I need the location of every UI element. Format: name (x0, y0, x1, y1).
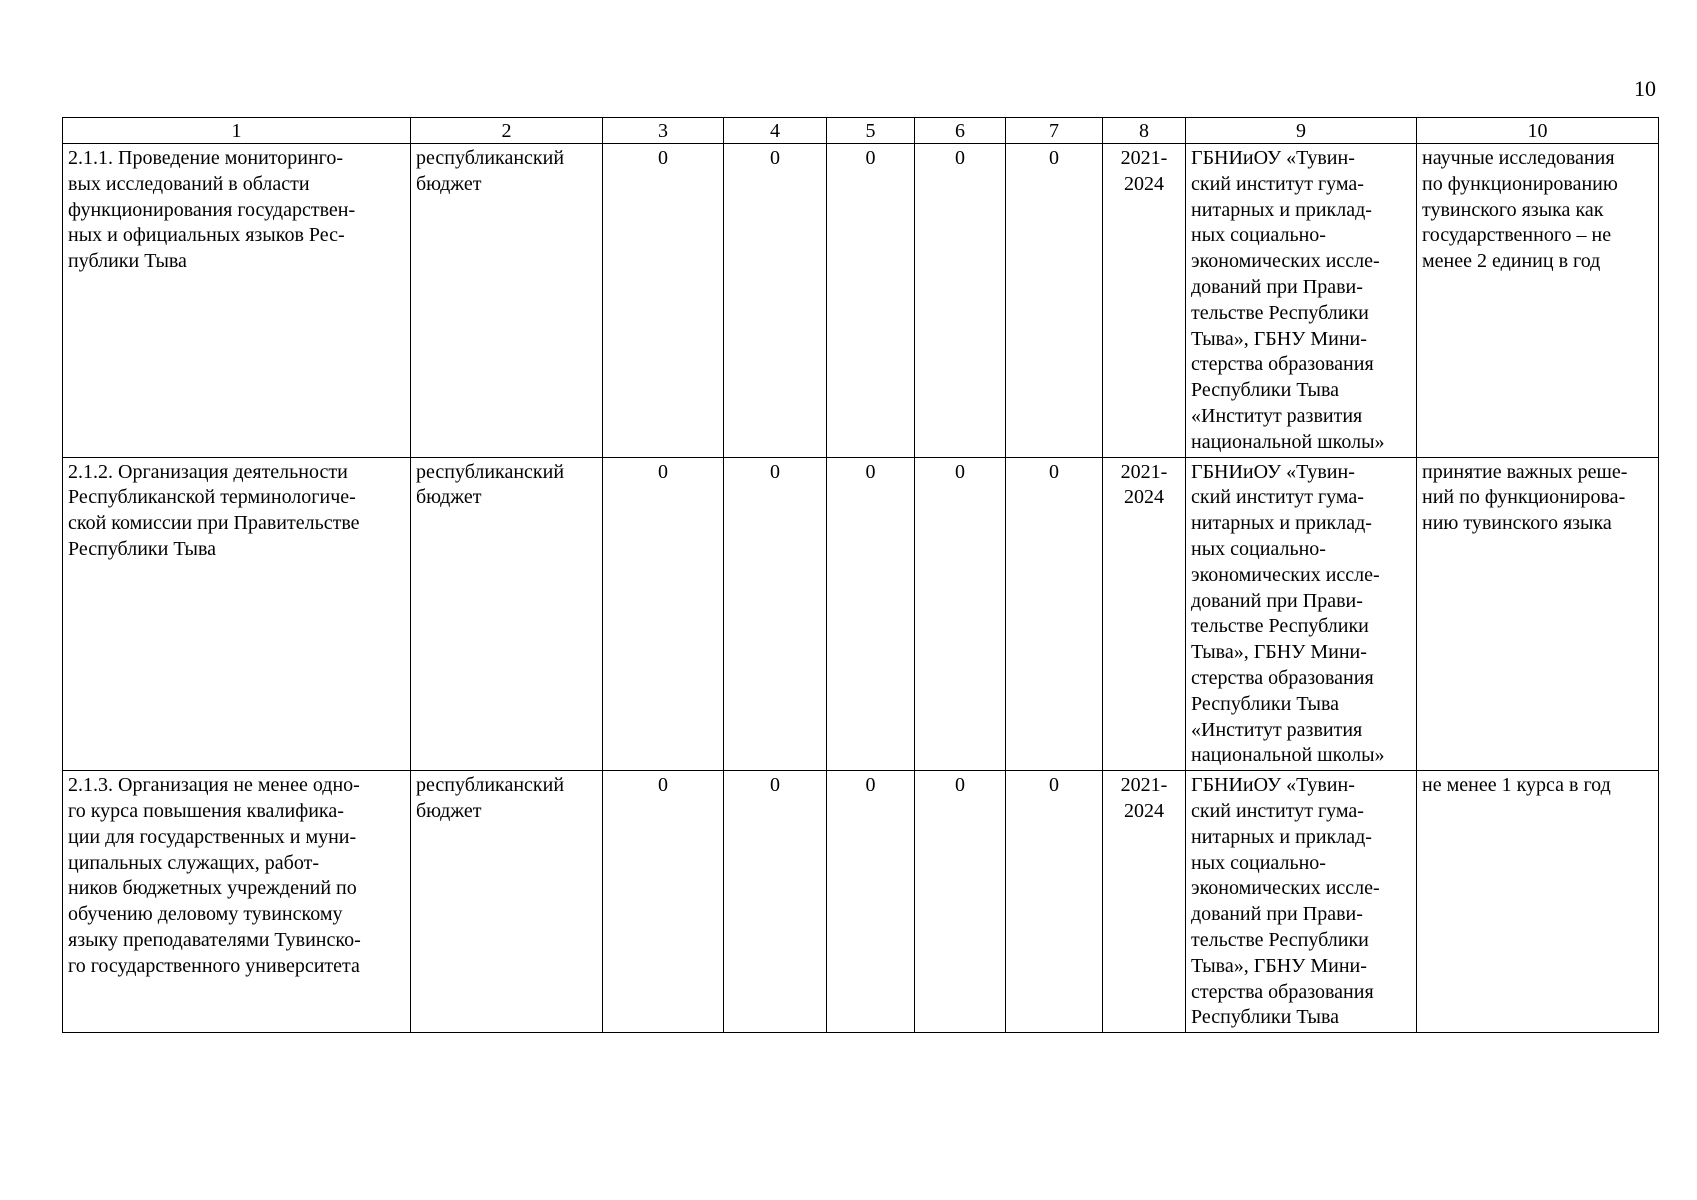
years-cell: 2021- 2024 (1103, 144, 1186, 458)
value-cell: 0 (603, 457, 724, 771)
executor-cell: ГБНИиОУ «Тувин- ский институт гума- нитарных и приклад- ных социально- экономических иссле- дований при Прави- тельстве Республики Тыва», ГБНУ Мини- стерства образования Республики Тыва «Институт развития национальной школы» (1186, 457, 1417, 771)
executor-cell: ГБНИиОУ «Тувин- ский институт гума- нитарных и приклад- ных социально- экономических иссле- дований при Прави- тельстве Республики Тыва», ГБНУ Мини- стерства образования Республики Тыва (1186, 771, 1417, 1033)
table-row (63, 771, 1659, 1033)
funding-source-cell: республиканский бюджет (411, 144, 603, 458)
value-cell: 0 (603, 144, 724, 458)
column-number-row (63, 118, 1659, 144)
result-cell: научные исследования по функционированию тувинского языка как государственного – не менее 2 единиц в год (1417, 144, 1659, 458)
column-header-6: 6 (915, 118, 1006, 144)
value-cell: 0 (827, 144, 915, 458)
value-cell: 0 (724, 457, 827, 771)
activity-cell: 2.1.2. Организация деятельности Республиканской терминологиче- ской комиссии при Правительстве Республики Тыва (63, 457, 411, 771)
executor-cell: ГБНИиОУ «Тувин- ский институт гума- нитарных и приклад- ных социально- экономических иссле- дований при Прави- тельстве Республики Тыва», ГБНУ Мини- стерства образования Республики Тыва «Институт развития национальной школы» (1186, 144, 1417, 458)
table-row (63, 457, 1659, 771)
value-cell: 0 (915, 457, 1006, 771)
years-cell: 2021- 2024 (1103, 457, 1186, 771)
column-header-2: 2 (411, 118, 603, 144)
value-cell: 0 (1006, 771, 1103, 1033)
value-cell: 0 (1006, 457, 1103, 771)
column-header-4: 4 (724, 118, 827, 144)
column-header-1: 1 (63, 118, 411, 144)
value-cell: 0 (724, 771, 827, 1033)
activity-cell: 2.1.3. Организация не менее одно- го курса повышения квалифика- ции для государственных и муни- ципальных служащих, работ- ников бюджетных учреждений по обучению деловому тувинскому языку преподавателями Тувинско- го государственного университета (63, 771, 411, 1033)
value-cell: 0 (603, 771, 724, 1033)
funding-source-cell: республиканский бюджет (411, 457, 603, 771)
value-cell: 0 (1006, 144, 1103, 458)
result-cell: не менее 1 курса в год (1417, 771, 1659, 1033)
result-cell: принятие важных реше- ний по функционирова- нию тувинского языка (1417, 457, 1659, 771)
table-row (63, 144, 1659, 458)
column-header-9: 9 (1186, 118, 1417, 144)
column-header-8: 8 (1103, 118, 1186, 144)
program-activities-table (62, 117, 1659, 1033)
funding-source-cell: республиканский бюджет (411, 771, 603, 1033)
activity-cell: 2.1.1. Проведение мониторинго- вых исследований в области функционирования государствен- ных и официальных языков Рес- публики Тыва (63, 144, 411, 458)
column-header-10: 10 (1417, 118, 1659, 144)
column-header-3: 3 (603, 118, 724, 144)
value-cell: 0 (827, 457, 915, 771)
value-cell: 0 (915, 144, 1006, 458)
value-cell: 0 (915, 771, 1006, 1033)
column-header-5: 5 (827, 118, 915, 144)
value-cell: 0 (827, 771, 915, 1033)
years-cell: 2021- 2024 (1103, 771, 1186, 1033)
page-number: 10 (1634, 76, 1656, 101)
column-header-7: 7 (1006, 118, 1103, 144)
value-cell: 0 (724, 144, 827, 458)
